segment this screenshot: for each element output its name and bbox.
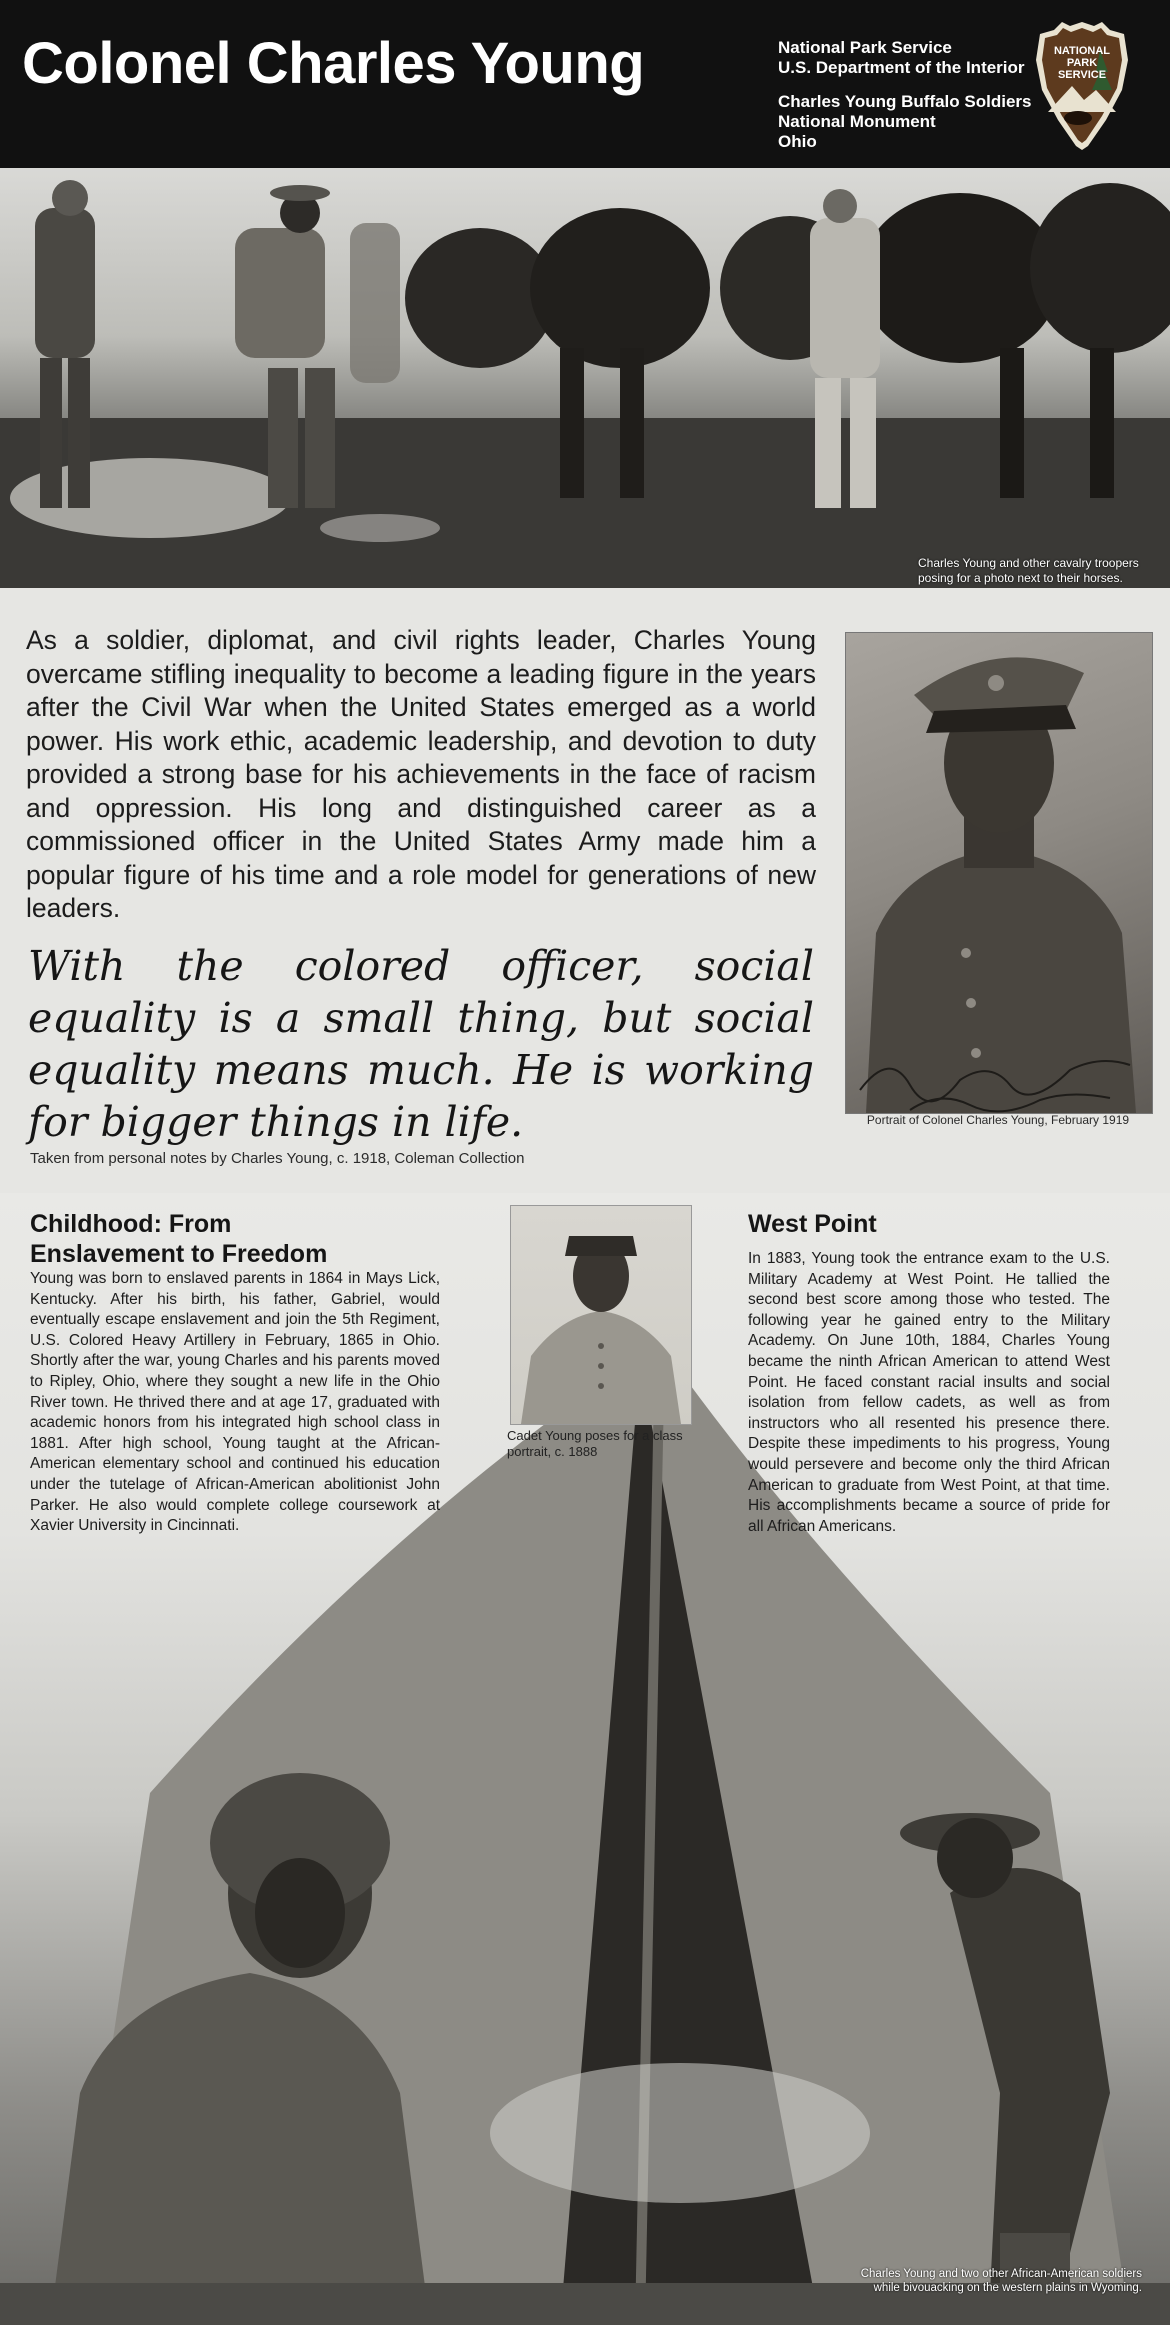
- portrait-caption: Portrait of Colonel Charles Young, February 1919: [866, 1113, 1130, 1127]
- cavalry-photo: [0, 168, 1170, 588]
- caption-line: while bivouacking on the western plains in Wyoming.: [873, 2282, 1142, 2294]
- page-title: Colonel Charles Young: [22, 31, 645, 96]
- agency-line: National Park Service: [778, 38, 952, 57]
- cavalry-photo-caption: [918, 556, 1168, 586]
- cavalry-photo-illustration: [0, 168, 1170, 588]
- caption-line: posing for a photo next to their horses.: [918, 571, 1123, 585]
- heading-line: Enslavement to Freedom: [30, 1240, 328, 1268]
- west-point-body: In 1883, Young took the entrance exam to the U.S. Military Academy at West Point. He tallied the second best score among those who tested. The following year he gained entry to the Military Academy. On June 10th, 1884, Charles Young became the ninth African American to attend West Point. He faced constant racial insults and social isolation from fellow cadets, as well as from instructors who all resented his presence there. Despite these impediments to his progress, Young would persevere and become only the third African American to graduate from West Point, at that time. His accomplishments became a source of pride for all African Americans.: [748, 1250, 1110, 1535]
- cadet-portrait-illustration: [511, 1206, 691, 1424]
- header-bar: [0, 0, 1170, 168]
- logo-text-line: PARK: [1066, 57, 1098, 69]
- site-line: Ohio: [778, 132, 817, 151]
- arrowhead-icon: [1032, 20, 1132, 152]
- site-line: National Monument: [778, 112, 936, 131]
- west-point-heading: West Point: [748, 1210, 877, 1238]
- bivouac-photo-caption: [842, 2267, 1142, 2295]
- young-quote: With the colored officer, social equality is a small thing, but social equality means much. He is working for bigger things in life.: [28, 942, 814, 1146]
- intro-paragraph: As a soldier, diplomat, and civil rights leader, Charles Young overcame stifling inequality to become a leading figure in the years after the Civil War when the United States emerged as a world power. His work ethic, academic leadership, and devotion to duty provided a strong base for his achievements in the face of racism and oppression. His long and distinguished career as a commissioned officer in the United States Army made him a popular figure of his time and a role model for generations of new leaders.: [26, 625, 816, 923]
- caption-line: Charles Young and two other African-American soldiers: [860, 2268, 1142, 2280]
- caption-line: Charles Young and other cavalry troopers: [918, 556, 1139, 570]
- agency-line: U.S. Department of the Interior: [778, 58, 1025, 77]
- cadet-portrait-photo: [510, 1205, 692, 1425]
- quote-source: Taken from personal notes by Charles Young, c. 1918, Coleman Collection: [30, 1150, 525, 1167]
- signature: [850, 1030, 1150, 1125]
- site-line: Charles Young Buffalo Soldiers: [778, 92, 1032, 111]
- childhood-heading: [30, 1209, 470, 1269]
- cadet-caption: Cadet Young poses for a class portrait, c. 1888: [507, 1428, 683, 1459]
- childhood-body: Young was born to enslaved parents in 1864 in Mays Lick, Kentucky. After his birth, his father, Gabriel, would eventually escape enslavement and join the 5th Regiment, U.S. Colored Heavy Artillery in February, 1865 in Ohio. Shortly after the war, young Charles and his parents moved to Ripley, Ohio, where they sought a new life in the Ohio River town. He thrived there and at age 17, graduated with academic honors from his integrated high school class in 1881. After high school, Young taught at the African-American elementary school and continued his education under the tutelage of African-American abolitionist John Parker. He also would complete college coursework at Xavier University in Cincinnati.: [30, 1270, 440, 1535]
- logo-text-line: SERVICE: [1057, 69, 1107, 81]
- signature-scrawl: [850, 1030, 1150, 1120]
- agency-block: [778, 38, 1031, 152]
- heading-line: Childhood: From: [30, 1210, 232, 1238]
- logo-text-line: NATIONAL: [1053, 45, 1111, 57]
